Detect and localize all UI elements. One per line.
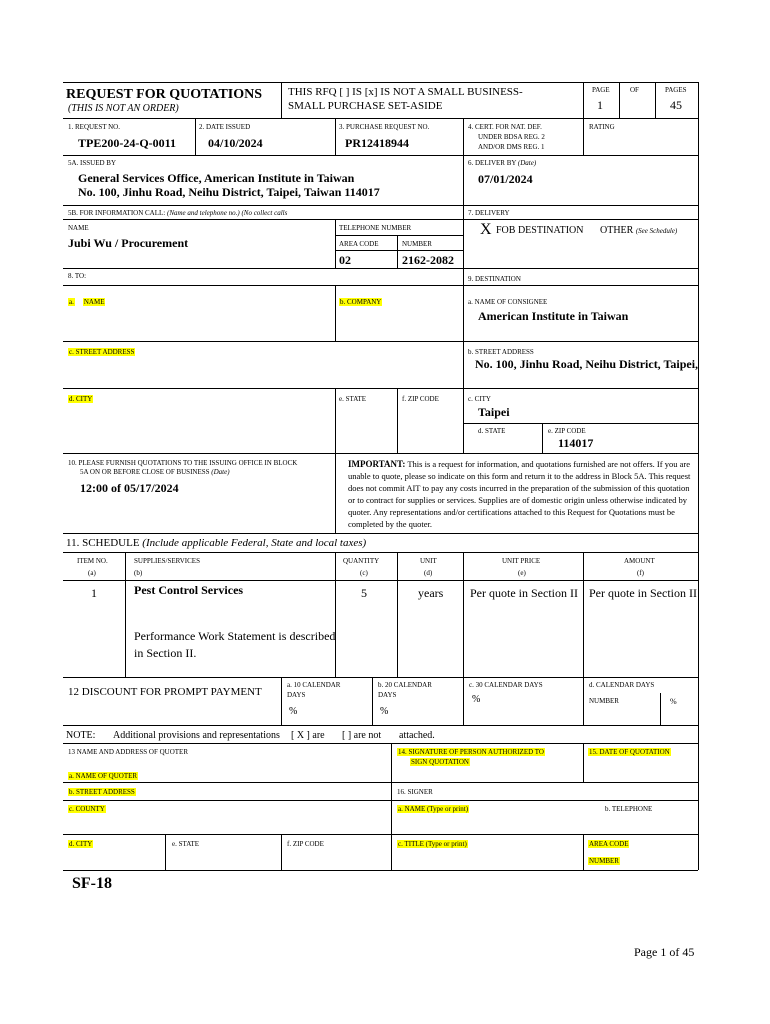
to-name-label: a. NAME [69,298,105,306]
col-item-title: ITEM NO. [77,557,108,565]
col-unit-code: (d) [424,569,433,577]
row-item-no: 1 [91,586,97,600]
number-label: NUMBER [402,240,432,248]
telephone-label: TELEPHONE NUMBER [339,224,412,232]
discount-10-line1: a. 10 CALENDAR [287,681,341,689]
row-quantity: 5 [361,586,367,600]
date-issued-value: 04/10/2024 [208,136,263,150]
discount-cal-label: d. CALENDAR DAYS [589,681,655,689]
discount-number-label: NUMBER [589,697,619,705]
furnish-label-line2: 5A ON OR BEFORE CLOSE OF BUSINESS (Date) [80,468,230,476]
discount-20-line2: DAYS [378,691,397,699]
col-unit-title: UNIT [420,557,437,565]
furnish-label-line1: 10. PLEASE FURNISH QUOTATIONS TO THE ISSUING OFFICE IN BLOCK [68,459,298,467]
rfq-setaside-line2: SMALL PURCHASE SET-ASIDE [288,100,443,112]
signature-label-line1[interactable]: 14. SIGNATURE OF PERSON AUTHORIZED TO [398,748,544,756]
important-notice: IMPORTANT: This is a request for information, and quotations furnished are not offers. If you are unable to quote, please so indicate on this form and return it to the address in Block 5A. This request does not commit AIT to pay any costs incurred in the preparation of the submission of this quotation or to contract for supplies or services. Supplies are of domestic origin unless otherwise indicated by quoter. Any representations and/or certifications attached to this Request for Quotations must be completed by the quoter. [348,459,691,529]
dest-zip-label: e. ZIP CODE [548,427,586,435]
destination-label: 9. DESTINATION [468,275,521,283]
col-unit-price-title: UNIT PRICE [502,557,541,565]
discount-30-pct[interactable]: % [472,694,481,705]
rfq-setaside-line1: THIS RFQ [ ] IS [x] IS NOT A SMALL BUSINESS- [288,86,523,98]
to-company-label: b. COMPANY [340,298,382,306]
discount-10-line2: DAYS [287,691,306,699]
rating-label: RATING [589,123,615,131]
to-state-label: e. STATE [339,395,367,403]
note-label: NOTE: [66,730,96,741]
row-service: Pest Control Services [134,583,244,597]
note-text: Additional provisions and representations [113,730,280,741]
quoter-city-label[interactable]: d. CITY [69,840,93,848]
deliver-by-value: 07/01/2024 [478,172,533,186]
pages-label: PAGES [665,86,687,94]
cert-line2: UNDER BDSA REG. 2 [478,133,545,141]
request-no-label: 1. REQUEST NO. [68,123,120,131]
area-code-value: 02 [339,253,351,267]
discount-20-line1: b. 20 CALENDAR [378,681,432,689]
discount-label: 12 DISCOUNT FOR PROMPT PAYMENT [68,686,262,698]
request-no-value: TPE200-24-Q-0011 [78,136,176,150]
quotation-date-label[interactable]: 15. DATE OF QUOTATION [589,748,670,756]
issued-by-line2: No. 100, Jinhu Road, Neihu District, Taipei, Taiwan 114017 [78,185,380,199]
signer-title-label[interactable]: c. TITLE (Type or print) [398,840,467,848]
dest-city-label: c. CITY [468,395,491,403]
quoter-label: 13 NAME AND ADDRESS OF QUOTER [68,748,188,756]
info-name-value: Jubi Wu / Procurement [68,236,189,250]
signer-number-label[interactable]: NUMBER [589,857,619,865]
date-issued-label: 2. DATE ISSUED [199,123,251,131]
info-name-label: NAME [68,224,89,232]
discount-cal-pct[interactable]: % [670,697,677,706]
row-note-line1: Performance Work Statement is described [134,629,336,643]
col-supplies-title: SUPPLIES/SERVICES [134,557,200,565]
issued-by-label: 5A. ISSUED BY [68,159,117,167]
other-option: OTHER (See Schedule) [600,225,678,236]
quoter-name-label[interactable]: a. NAME OF QUOTER [69,772,138,780]
col-supplies-code: (b) [134,569,143,577]
form-title: REQUEST FOR QUOTATIONS [66,87,263,102]
info-call-label: 5B. FOR INFORMATION CALL: (Name and telephone no.) (No collect calls [68,209,288,217]
signer-area-code-label[interactable]: AREA CODE [589,840,629,848]
dest-street-value: No. 100, Jinhu Road, Neihu District, Taipei, [475,357,699,371]
cert-line1: 4. CERT. FOR NAT. DEF. [468,123,542,131]
note-are-option[interactable]: [ X ] are [291,730,325,741]
pages-value: 45 [670,98,682,112]
col-quantity-title: QUANTITY [343,557,380,565]
fob-destination: FOB DESTINATION [496,225,584,236]
discount-20-pct[interactable]: % [380,706,389,717]
row-amount: Per quote in Section II [589,586,697,600]
to-street-label: c. STREET ADDRESS [69,348,135,356]
delivery-label: 7. DELIVERY [468,209,510,217]
consignee-value: American Institute in Taiwan [478,309,629,323]
issued-by-line1: General Services Office, American Institute in Taiwan [78,171,355,185]
deliver-by-label: 6. DELIVER BY (Date) [468,159,537,167]
note-are-not-option[interactable]: [ ] are not [342,730,382,741]
col-amount-code: (f) [637,569,644,577]
quoter-county-label[interactable]: c. COUNTY [69,805,105,813]
form-subtitle: (THIS IS NOT AN ORDER) [68,103,179,114]
page-value: 1 [597,98,603,112]
consignee-label: a. NAME OF CONSIGNEE [468,298,548,306]
to-city-label: d. CITY [69,395,93,403]
to-label: 8. TO: [68,272,87,280]
to-zip-label: f. ZIP CODE [402,395,439,403]
discount-10-pct[interactable]: % [289,706,298,717]
dest-state-label: d. STATE [478,427,506,435]
col-item-code: (a) [88,569,96,577]
purchase-request-value: PR12418944 [345,136,409,150]
dest-zip-value: 114017 [558,436,594,450]
cert-line3: AND/OR DMS REG. 1 [478,143,545,151]
signer-label: 16. SIGNER [397,788,433,796]
of-label: OF [630,86,639,94]
quoter-zip-label: f. ZIP CODE [287,840,324,848]
fob-check-mark[interactable]: X [480,221,492,238]
discount-30-label: c. 30 CALENDAR DAYS [469,681,543,689]
form-number: SF-18 [72,875,112,892]
col-unit-price-code: (e) [518,569,526,577]
signer-name-label[interactable]: a. NAME (Type or print) [398,805,469,813]
col-quantity-code: (c) [360,569,368,577]
signer-telephone-label: b. TELEPHONE [605,805,653,813]
col-amount-title: AMOUNT [624,557,655,565]
area-code-label: AREA CODE [339,240,379,248]
purchase-request-label: 3. PURCHASE REQUEST NO. [339,123,430,131]
row-note-line2: in Section II. [134,646,197,660]
note-attached: attached. [399,730,435,741]
quoter-state-label: e. STATE [172,840,200,848]
row-unit: years [418,586,444,600]
dest-city-value: Taipei [478,405,510,419]
quoter-street-label[interactable]: b. STREET ADDRESS [69,788,135,796]
furnish-deadline: 12:00 of 05/17/2024 [80,481,179,495]
row-unit-price: Per quote in Section II [470,586,578,600]
dest-street-label: b. STREET ADDRESS [468,348,534,356]
schedule-label: 11. SCHEDULE (Include applicable Federal, State and local taxes) [66,537,367,549]
signature-label-line2[interactable]: SIGN QUOTATION [411,758,469,766]
page-number: Page 1 of 45 [634,945,695,959]
number-value: 2162-2082 [402,253,454,267]
page-label: PAGE [592,86,610,94]
